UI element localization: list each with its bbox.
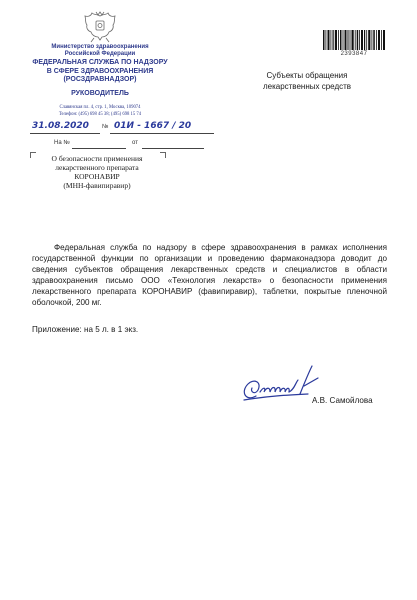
service-line-1: ФЕДЕРАЛЬНАЯ СЛУЖБА ПО НАДЗОРУ	[32, 59, 168, 66]
number-underline	[110, 133, 214, 134]
subject-line-2: лекарственного препарата	[55, 163, 139, 172]
reference-number-underline	[72, 148, 126, 149]
coat-of-arms-icon	[82, 10, 118, 44]
reference-number-label: На №	[54, 140, 70, 146]
recipient-line-2: лекарственных средств	[262, 82, 352, 91]
recipient-block	[242, 70, 372, 92]
attachment-note: Приложение: на 5 л. в 1 экз.	[32, 325, 139, 334]
registration-date: 31.08.2020	[32, 121, 89, 131]
barcode-number: 2393847	[340, 51, 368, 57]
ministry-name	[20, 44, 180, 58]
recipient-line-1: Субъекты обращения	[266, 71, 348, 80]
phone-line: Телефон: (495) 698 45 38; (495) 698 15 74	[58, 112, 142, 117]
letter-body: Федеральная служба по надзору в сфере здравоохранения в рамках исполнения государственной функции по организации и проведению фармаконадзора доводит до сведения субъектов обращения лекарственных средств и специалистов в области здравоохранения письмо ООО «Технология лекарств» о безопасности применения лекарственного препарата КОРОНАВИР (фавипиравир), таблетки, покрытые пленочной оболочкой, 200 мг.	[32, 243, 387, 307]
reference-date-label: от	[132, 140, 138, 146]
subject-line-4: (МНН-фавипиравир)	[63, 181, 131, 190]
ministry-line-2: Российской Федерации	[64, 51, 136, 57]
service-line-3: (РОСЗДРАВНАДЗОР)	[63, 76, 137, 83]
address-line: Славянская пл. 4, стр. 1, Москва, 109074	[59, 105, 141, 110]
subject-block	[32, 154, 162, 190]
address-block	[20, 104, 180, 118]
signer-name: А.В. Самойлова	[312, 396, 373, 405]
reference-line	[30, 140, 216, 150]
number-label: №	[102, 124, 109, 130]
registration-line	[30, 121, 216, 135]
barcode-icon	[323, 30, 385, 50]
service-name	[20, 59, 180, 85]
subject-line-1: О безопасности применения	[51, 154, 143, 163]
service-line-2: В СФЕРЕ ЗДРАВООХРАНЕНИЯ	[46, 67, 154, 75]
ministry-line-1: Министерство здравоохранения	[51, 44, 149, 50]
registration-number: 01И - 1667 / 20	[114, 121, 192, 131]
reference-date-underline	[142, 148, 204, 149]
head-title: РУКОВОДИТЕЛЬ	[71, 90, 129, 97]
date-underline	[30, 133, 100, 134]
subject-line-3: КОРОНАВИР	[74, 172, 120, 181]
